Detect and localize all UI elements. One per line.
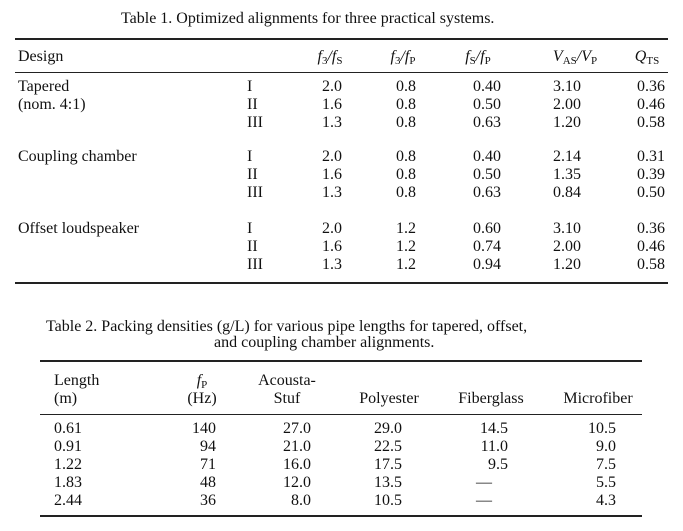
table-cell: 48 bbox=[200, 474, 216, 491]
table-cell: 0.94 bbox=[473, 256, 501, 273]
table-cell: I bbox=[247, 220, 253, 237]
table-cell: — bbox=[476, 492, 492, 509]
table1-top-rule bbox=[15, 38, 668, 40]
table-cell: 0.8 bbox=[396, 148, 416, 165]
table-cell: 5.5 bbox=[596, 474, 616, 491]
table-cell: 1.83 bbox=[54, 474, 82, 491]
table-cell: 1.2 bbox=[396, 238, 416, 255]
table-cell: 1.22 bbox=[54, 456, 82, 473]
table-cell: 0.58 bbox=[637, 256, 665, 273]
table2-header-microfiber: Microfiber bbox=[563, 390, 633, 407]
table-cell: 0.58 bbox=[637, 114, 665, 131]
table-cell: 0.74 bbox=[473, 238, 501, 255]
table-cell: 0.61 bbox=[54, 420, 82, 437]
table-cell: 0.39 bbox=[637, 166, 665, 183]
table-cell: 3.10 bbox=[553, 78, 581, 95]
table1-bottom-rule bbox=[15, 282, 668, 284]
table-cell: 1.2 bbox=[396, 220, 416, 237]
table-cell: 13.5 bbox=[374, 474, 402, 491]
table-cell: 0.50 bbox=[473, 96, 501, 113]
table-cell: 0.8 bbox=[396, 184, 416, 201]
table-cell: 1.20 bbox=[553, 114, 581, 131]
table-cell: 12.0 bbox=[283, 474, 311, 491]
table-cell: 11.0 bbox=[480, 438, 508, 455]
table-cell: 0.46 bbox=[637, 238, 665, 255]
table-cell: 9.5 bbox=[488, 456, 508, 473]
table-cell: III bbox=[247, 184, 263, 201]
table-cell: 7.5 bbox=[596, 456, 616, 473]
table-cell: 140 bbox=[192, 420, 216, 437]
table-cell: 22.5 bbox=[374, 438, 402, 455]
table1-header-fs-fp: $f_S/f_P$ bbox=[465, 48, 491, 67]
table-cell: 0.91 bbox=[54, 438, 82, 455]
table1-header-vas-vp: $V_{AS}/V_P$ bbox=[552, 48, 598, 67]
table-cell: 9.0 bbox=[596, 438, 616, 455]
table-cell: 71 bbox=[200, 456, 216, 473]
table2-header-rule bbox=[40, 414, 642, 415]
table-cell: 0.31 bbox=[637, 148, 665, 165]
table2-header-fiberglass: Fiberglass bbox=[458, 390, 524, 407]
table-cell: 0.40 bbox=[473, 78, 501, 95]
table2-caption-line1: Table 2. Packing densities (g/L) for various pipe lengths for tapered, offset, bbox=[46, 318, 528, 335]
table1-caption: Table 1. Optimized alignments for three practical systems. bbox=[121, 10, 495, 27]
table-cell: I bbox=[247, 148, 253, 165]
table-cell: 2.0 bbox=[322, 148, 342, 165]
table1-group-name: Tapered bbox=[18, 78, 70, 95]
table-cell: 0.36 bbox=[637, 220, 665, 237]
table-cell: 36 bbox=[200, 492, 216, 509]
table-cell: 0.8 bbox=[396, 96, 416, 113]
table-cell: 2.00 bbox=[553, 238, 581, 255]
table-cell: 1.3 bbox=[322, 114, 342, 131]
table-cell: 0.36 bbox=[637, 78, 665, 95]
table-cell: 10.5 bbox=[374, 492, 402, 509]
table1-header-qts: $Q_{TS}$ bbox=[634, 48, 660, 67]
table-cell: 4.3 bbox=[596, 492, 616, 509]
table-cell: 1.35 bbox=[553, 166, 581, 183]
table-cell: 1.2 bbox=[396, 256, 416, 273]
table-cell: 0.63 bbox=[473, 184, 501, 201]
table2-header-acousta-line1: Acousta- bbox=[258, 372, 316, 389]
table-cell: 10.5 bbox=[588, 420, 616, 437]
table2-caption-line2: and coupling chamber alignments. bbox=[214, 334, 435, 351]
table-cell: 0.60 bbox=[473, 220, 501, 237]
table-cell: 3.10 bbox=[553, 220, 581, 237]
table-cell: II bbox=[247, 96, 258, 113]
table-cell: III bbox=[247, 256, 263, 273]
table-cell: 94 bbox=[200, 438, 216, 455]
table2-header-polyester: Polyester bbox=[359, 390, 419, 407]
table1-group-name: (nom. 4:1) bbox=[18, 96, 86, 113]
table-cell: 1.6 bbox=[322, 96, 342, 113]
table-cell: 29.0 bbox=[374, 420, 402, 437]
table-cell: 0.8 bbox=[396, 166, 416, 183]
table2-header-acousta-line2: Stuf bbox=[273, 390, 301, 407]
table2-header-length-line1: Length bbox=[54, 372, 100, 389]
table-cell: 14.5 bbox=[480, 420, 508, 437]
table-cell: 0.46 bbox=[637, 96, 665, 113]
table-cell: II bbox=[247, 166, 258, 183]
table-cell: 0.8 bbox=[396, 114, 416, 131]
table2-header-fp-unit: (Hz) bbox=[187, 390, 217, 407]
table-cell: 2.44 bbox=[54, 492, 82, 509]
table1-header-design: Design bbox=[18, 48, 64, 65]
table1-header-f3-fp: $f_3/f_P$ bbox=[390, 48, 416, 67]
table-cell: 1.3 bbox=[322, 184, 342, 201]
table-cell: 2.0 bbox=[322, 78, 342, 95]
table1-group-name: Offset loudspeaker bbox=[18, 220, 139, 237]
table-cell: 2.00 bbox=[553, 96, 581, 113]
table-cell: 0.84 bbox=[553, 184, 581, 201]
table-cell: 1.20 bbox=[553, 256, 581, 273]
table-cell: 1.6 bbox=[322, 166, 342, 183]
table-cell: 0.50 bbox=[473, 166, 501, 183]
table-cell: 21.0 bbox=[283, 438, 311, 455]
table-cell: 0.40 bbox=[473, 148, 501, 165]
table-cell: 27.0 bbox=[283, 420, 311, 437]
table-cell: I bbox=[247, 78, 253, 95]
table-cell: 0.8 bbox=[396, 78, 416, 95]
table-cell: 2.0 bbox=[322, 220, 342, 237]
table-cell: 1.6 bbox=[322, 238, 342, 255]
table-cell: III bbox=[247, 114, 263, 131]
table2-top-rule bbox=[40, 360, 642, 362]
table-cell: 2.14 bbox=[553, 148, 581, 165]
table2-header-fp: $f_P$ bbox=[196, 372, 208, 391]
table-cell: 8.0 bbox=[291, 492, 311, 509]
table-cell: 17.5 bbox=[374, 456, 402, 473]
table-cell: 1.3 bbox=[322, 256, 342, 273]
table-cell: 0.50 bbox=[637, 184, 665, 201]
table2-header-length-line2: (m) bbox=[54, 390, 78, 407]
table-cell: II bbox=[247, 238, 258, 255]
table1-header-rule bbox=[15, 72, 668, 73]
table1-header-f3-fs: $f_3/f_S$ bbox=[317, 48, 343, 67]
table-cell: 16.0 bbox=[283, 456, 311, 473]
table-cell: 0.63 bbox=[473, 114, 501, 131]
table1-group-name: Coupling chamber bbox=[18, 148, 137, 165]
table-cell: — bbox=[476, 474, 492, 491]
table2-bottom-rule bbox=[40, 515, 642, 517]
